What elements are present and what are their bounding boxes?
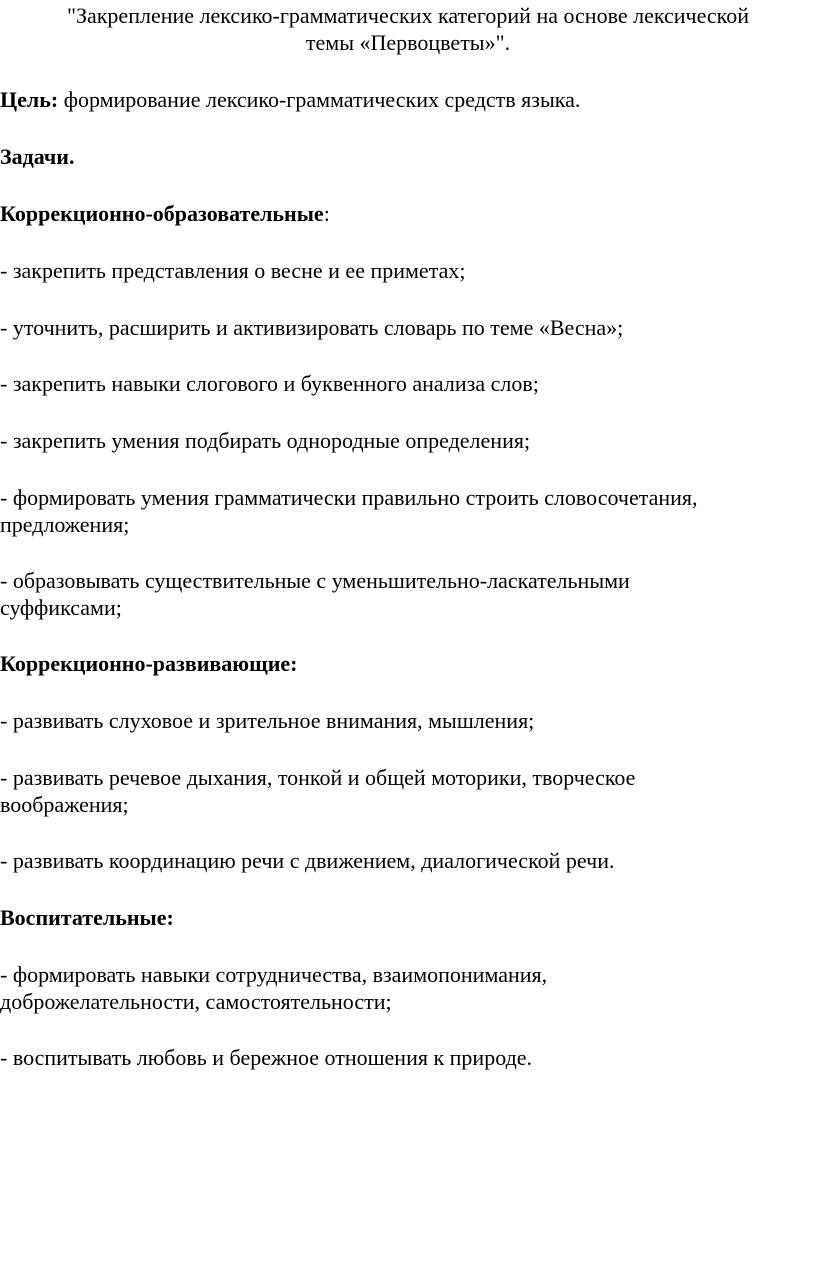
- corrective-educational-heading-text: Коррекционно-образовательные: [0, 201, 324, 226]
- list-item-line: - развивать речевое дыхания, тонкой и общей моторики, творческое: [0, 765, 636, 790]
- list-item: [0, 961, 810, 1015]
- list-item-line: предложения;: [0, 512, 130, 537]
- title-line-1: "Закрепление лексико-грамматических категорий на основе лексической: [66, 3, 750, 28]
- goal-label: Цель:: [0, 87, 59, 112]
- corrective-educational-heading: [0, 200, 810, 227]
- list-item-line: - формировать навыки сотрудничества, взаимопонимания,: [0, 962, 548, 987]
- list-item-line: - формировать умения грамматически правильно строить словосочетания,: [0, 485, 698, 510]
- list-item-line: суффиксами;: [0, 595, 122, 620]
- goal-text: формирование лексико-грамматических средств языка.: [58, 87, 581, 112]
- list-item: - закрепить умения подбирать однородные определения;: [0, 428, 531, 453]
- list-item-line: - образовывать существительные с уменьшительно-ласкательными: [0, 568, 630, 593]
- corrective-educational-heading-colon: :: [323, 201, 330, 226]
- list-item: [0, 484, 810, 538]
- title-line-2: темы «Первоцветы»".: [305, 30, 511, 55]
- list-item-line: воображения;: [0, 792, 129, 817]
- list-item: - развивать слуховое и зрительное внимания, мышления;: [0, 708, 535, 733]
- tasks-heading-text: Задачи.: [0, 144, 75, 169]
- educational-heading-text: Воспитательные:: [0, 905, 174, 930]
- list-item: [0, 567, 810, 621]
- educational-heading: [0, 904, 810, 931]
- document-title: [0, 2, 816, 56]
- list-item-line: доброжелательности, самостоятельности;: [0, 989, 392, 1014]
- corrective-developing-heading: [0, 650, 810, 677]
- goal-paragraph: [0, 86, 810, 113]
- list-item: - закрепить представления о весне и ее приметах;: [0, 258, 466, 283]
- list-item: - закрепить навыки слогового и буквенного анализа слов;: [0, 371, 539, 396]
- list-item: - воспитывать любовь и бережное отношения к природе.: [0, 1045, 533, 1070]
- tasks-heading: [0, 143, 810, 170]
- corrective-developing-heading-text: Коррекционно-развивающие:: [0, 651, 298, 676]
- list-item: [0, 764, 810, 818]
- list-item: - развивать координацию речи с движением, диалогической речи.: [0, 848, 615, 873]
- list-item: - уточнить, расширить и активизировать словарь по теме «Весна»;: [0, 315, 624, 340]
